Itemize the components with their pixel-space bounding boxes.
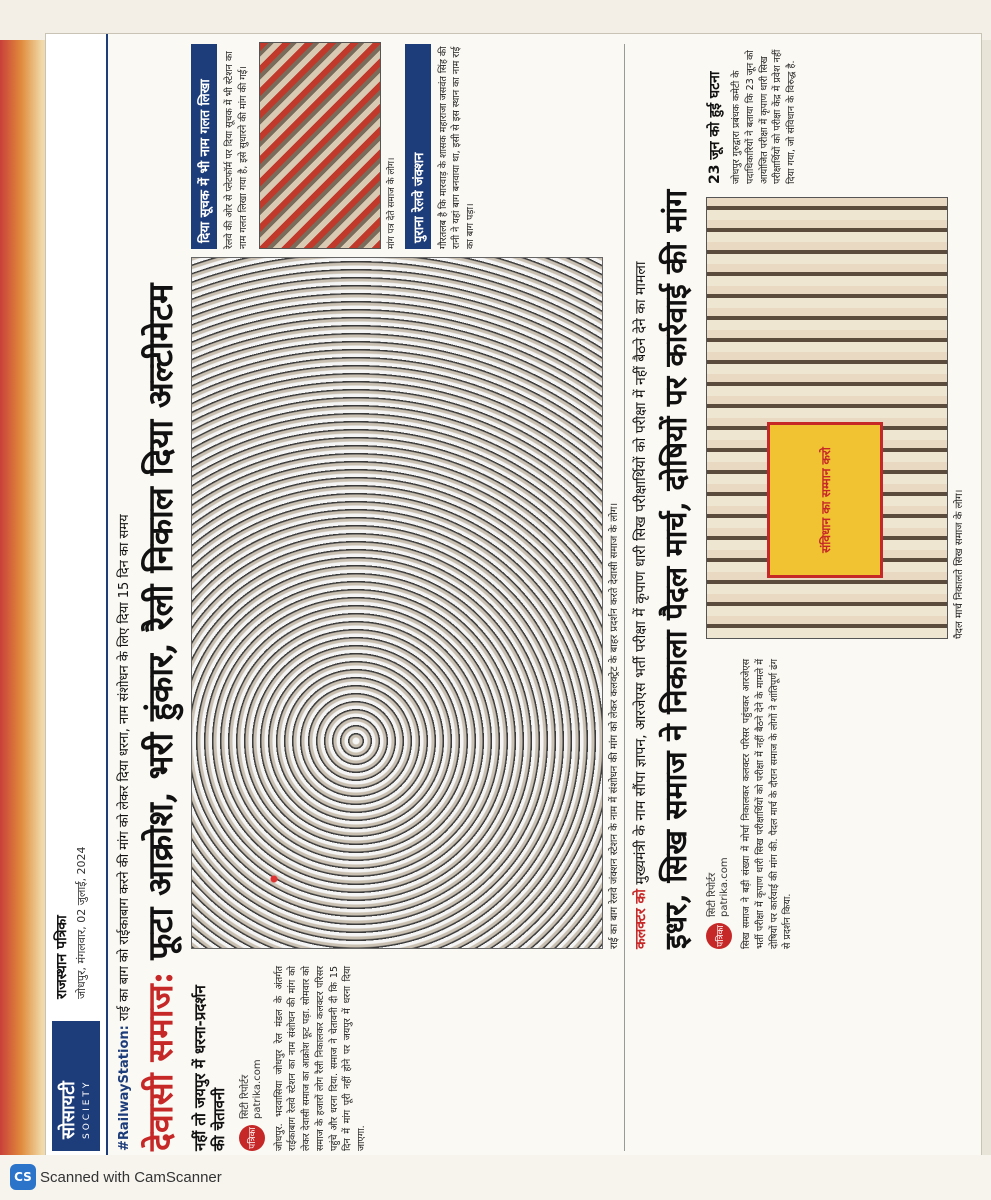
second-photo-caption: पैदल मार्च निकालते सिख समाज के लोग। <box>954 489 965 639</box>
lower-kicker-red: कलक्टर को <box>633 889 649 949</box>
camscanner-logo-icon: CS <box>10 1164 36 1190</box>
kicker-text: राई का बाग को राईकाबाग करने की मांग को लेकर दिया धरना, नाम संशोधन के लिए दिया 15 दिन का समय <box>117 514 132 1021</box>
headline-text: फूटा आक्रोश, भरी हुंकार, रैली निकाल दिया अल्टीमेटम <box>141 283 181 960</box>
patrika-logo-icon: पत्रिका <box>706 923 732 949</box>
main-headline <box>136 284 182 1151</box>
lower-article <box>706 659 966 949</box>
lower-byline <box>706 659 732 949</box>
story-kicker <box>114 514 132 1151</box>
scanner-footer <box>0 1155 991 1200</box>
sidebar-sub-body: गौरतलब है कि मारवाड़ के शासक महाराजा जसवंत सिंह की रानी ने यहां बाग बनवाया था, इसी से इस स्थान का नाम राई का बाग पड़ा। <box>437 46 477 249</box>
side-headline: नहीं तो जयपुर में धरना-प्रदर्शन की चेतावनी <box>191 985 228 1151</box>
left-column <box>191 966 971 1151</box>
lower-article-body: सिख समाज ने बड़ी संख्या में मोर्चा निकालकर कलक्टर परिसर पहुंचकर आरजेएस भर्ती परीक्षा में कृपाण धारी सिख परीक्षार्थियों को परीक्षा में नहीं बैठने देने के मामले में दोषियों पर कार्रवाई की मांग की. पैदल मार्च के दौरान समाज के लोगों ने शांतिपूर्ण ढंग से प्रदर्शन किया. <box>741 659 794 949</box>
lower-headline: इधर, सिख समाज ने निकाला पैदल मार्च, दोषियों पर कार्रवाई की मांग <box>659 189 694 949</box>
lower-byline-site: patrika.com <box>719 857 730 917</box>
section-divider <box>624 44 625 1151</box>
kicker-tag: #RailwayStation: <box>117 1025 132 1151</box>
lower-byline-city: सिटी रिपोर्टर <box>707 872 718 917</box>
byline-site: patrika.com <box>251 1059 263 1119</box>
crowd-rally-photo <box>191 257 603 949</box>
right-lower-headline: 23 जून को हुई घटना <box>707 71 723 184</box>
headline-lead: देवासी समाज: <box>141 971 181 1151</box>
lower-kicker <box>631 261 650 949</box>
main-photo-caption: राई का बाग रेलवे जंक्शन स्टेशन के नाम में संशोधन की मांग को लेकर कलक्ट्रेट के बाहर प्रदर्शन करते देवासी समाज के लोग। <box>609 502 620 949</box>
small-photo-caption: मांग पत्र देते समाज के लोग। <box>386 157 397 249</box>
sikh-march-photo <box>706 197 948 639</box>
byline-text <box>240 1059 264 1119</box>
right-lower-body: जोधपुर गुरुद्वारा प्रबंधक कमेटी के पदाधिकारियों ने बताया कि 23 जून को आयोजित परीक्षा में कृपाण धारी सिख परीक्षार्थियों को परीक्षा केंद्र में प्रवेश नहीं दिया गया, जो संविधान के विरुद्ध है. <box>731 49 798 184</box>
right-column <box>191 44 611 249</box>
paper-date: जोधपुर, मंगलवार, 02 जुलाई, 2024 <box>75 846 88 999</box>
sidebar-box-head: दिया सूचक में भी नाम गलत लिखा <box>191 44 217 249</box>
lower-byline-text <box>707 857 731 917</box>
right-lower-column <box>706 44 966 184</box>
section-hindi: सोसायटी <box>58 1081 79 1139</box>
section-label <box>52 1021 100 1151</box>
sidebar-body: रेलवे की ओर से प्लेटफॉर्म पर दिया सूचक में भी स्टेशन का नाम गलत लिखा गया है, इसे सुधारने की मांग की गई। <box>224 51 249 249</box>
byline <box>239 966 265 1151</box>
patrika-logo-icon: पत्रिका <box>239 1125 265 1151</box>
article-body: जोधपुर. भदवासिया जोधपुर रेल मंडल के अंतर्गत राईकाबाग रेलवे स्टेशन का नाम संशोधन की मांग को लेकर देवासी समाज का आक्रोश फूट पड़ा. सोमवार को समाज के हजारों लोग रैली निकालकर कलक्टर परिसर पहुंचे और धरना दिया. समाज ने चेतावनी दी कि 15 दिन में मांग पूरी नहीं होने पर जयपुर में धरना दिया जाएगा. <box>273 966 368 1151</box>
scanner-watermark: Scanned with CamScanner <box>40 1169 222 1186</box>
paper-name: राजस्थान पत्रिका <box>54 915 70 999</box>
masthead <box>46 34 108 1159</box>
sidebar-sub-head: पुराना रेलवे जंक्शन <box>405 44 431 249</box>
byline-city: सिटी रिपोर्टर <box>239 1074 251 1119</box>
protest-banner: संविधान का सम्मान करो <box>767 422 883 578</box>
newspaper-page <box>45 33 982 1160</box>
memorandum-photo <box>259 42 381 249</box>
lower-kicker-text: मुख्यमंत्री के नाम सौंपा ज्ञापन, आरजेएस भर्ती परीक्षा में कृपाण धारी सिख परीक्षार्थियों को परीक्षा में नहीं बैठने देने का मामला <box>633 261 649 885</box>
section-english: SOCIETY <box>82 1079 92 1139</box>
